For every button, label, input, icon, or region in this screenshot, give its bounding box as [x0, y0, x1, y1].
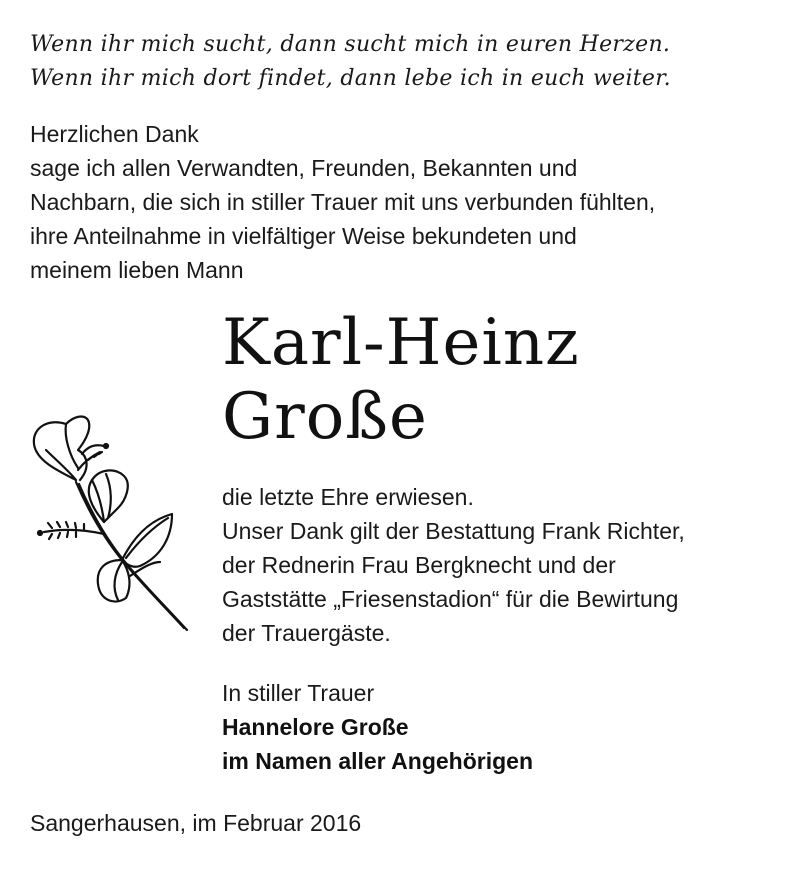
- signature-name: Hannelore Große: [222, 714, 409, 740]
- calla-lily-icon: [26, 410, 196, 635]
- motto-line-2: Wenn ihr mich dort findet, dann lebe ich in euch weiter.: [30, 66, 671, 91]
- place-and-date: Sangerhausen, im Februar 2016: [30, 810, 362, 836]
- thanks-line: Nachbarn, die sich in stiller Trauer mit uns verbunden fühlten,: [30, 189, 656, 215]
- thanks-line: meinem lieben Mann: [30, 257, 244, 283]
- acknowledgement-line: der Rednerin Frau Bergknecht und der: [222, 552, 616, 578]
- motto-verse: [30, 28, 790, 96]
- motto-line-1: Wenn ihr mich sucht, dann sucht mich in euren Herzen.: [30, 32, 671, 57]
- deceased-name: [222, 306, 580, 454]
- acknowledgement-line: die letzte Ehre erwiesen.: [222, 484, 474, 510]
- acknowledgement-line: der Trauergäste.: [222, 620, 391, 646]
- deceased-last-name: Große: [222, 380, 428, 454]
- signature-block: [222, 676, 782, 778]
- signature-relatives: im Namen aller Angehörigen: [222, 748, 533, 774]
- deceased-first-name: Karl-Heinz: [222, 306, 580, 380]
- acknowledgement-line: Unser Dank gilt der Bestattung Frank Richter,: [222, 518, 685, 544]
- thanks-line: ihre Anteilnahme in vielfältiger Weise bekundeten und: [30, 223, 577, 249]
- acknowledgement-line: Gaststätte „Friesenstadion“ für die Bewirtung: [222, 586, 679, 612]
- thanks-paragraph: [30, 117, 790, 287]
- signature-intro: In stiller Trauer: [222, 680, 375, 706]
- thanks-line: Herzlichen Dank: [30, 121, 199, 147]
- acknowledgement-paragraph: [222, 480, 782, 650]
- thanks-line: sage ich allen Verwandten, Freunden, Bekannten und: [30, 155, 578, 181]
